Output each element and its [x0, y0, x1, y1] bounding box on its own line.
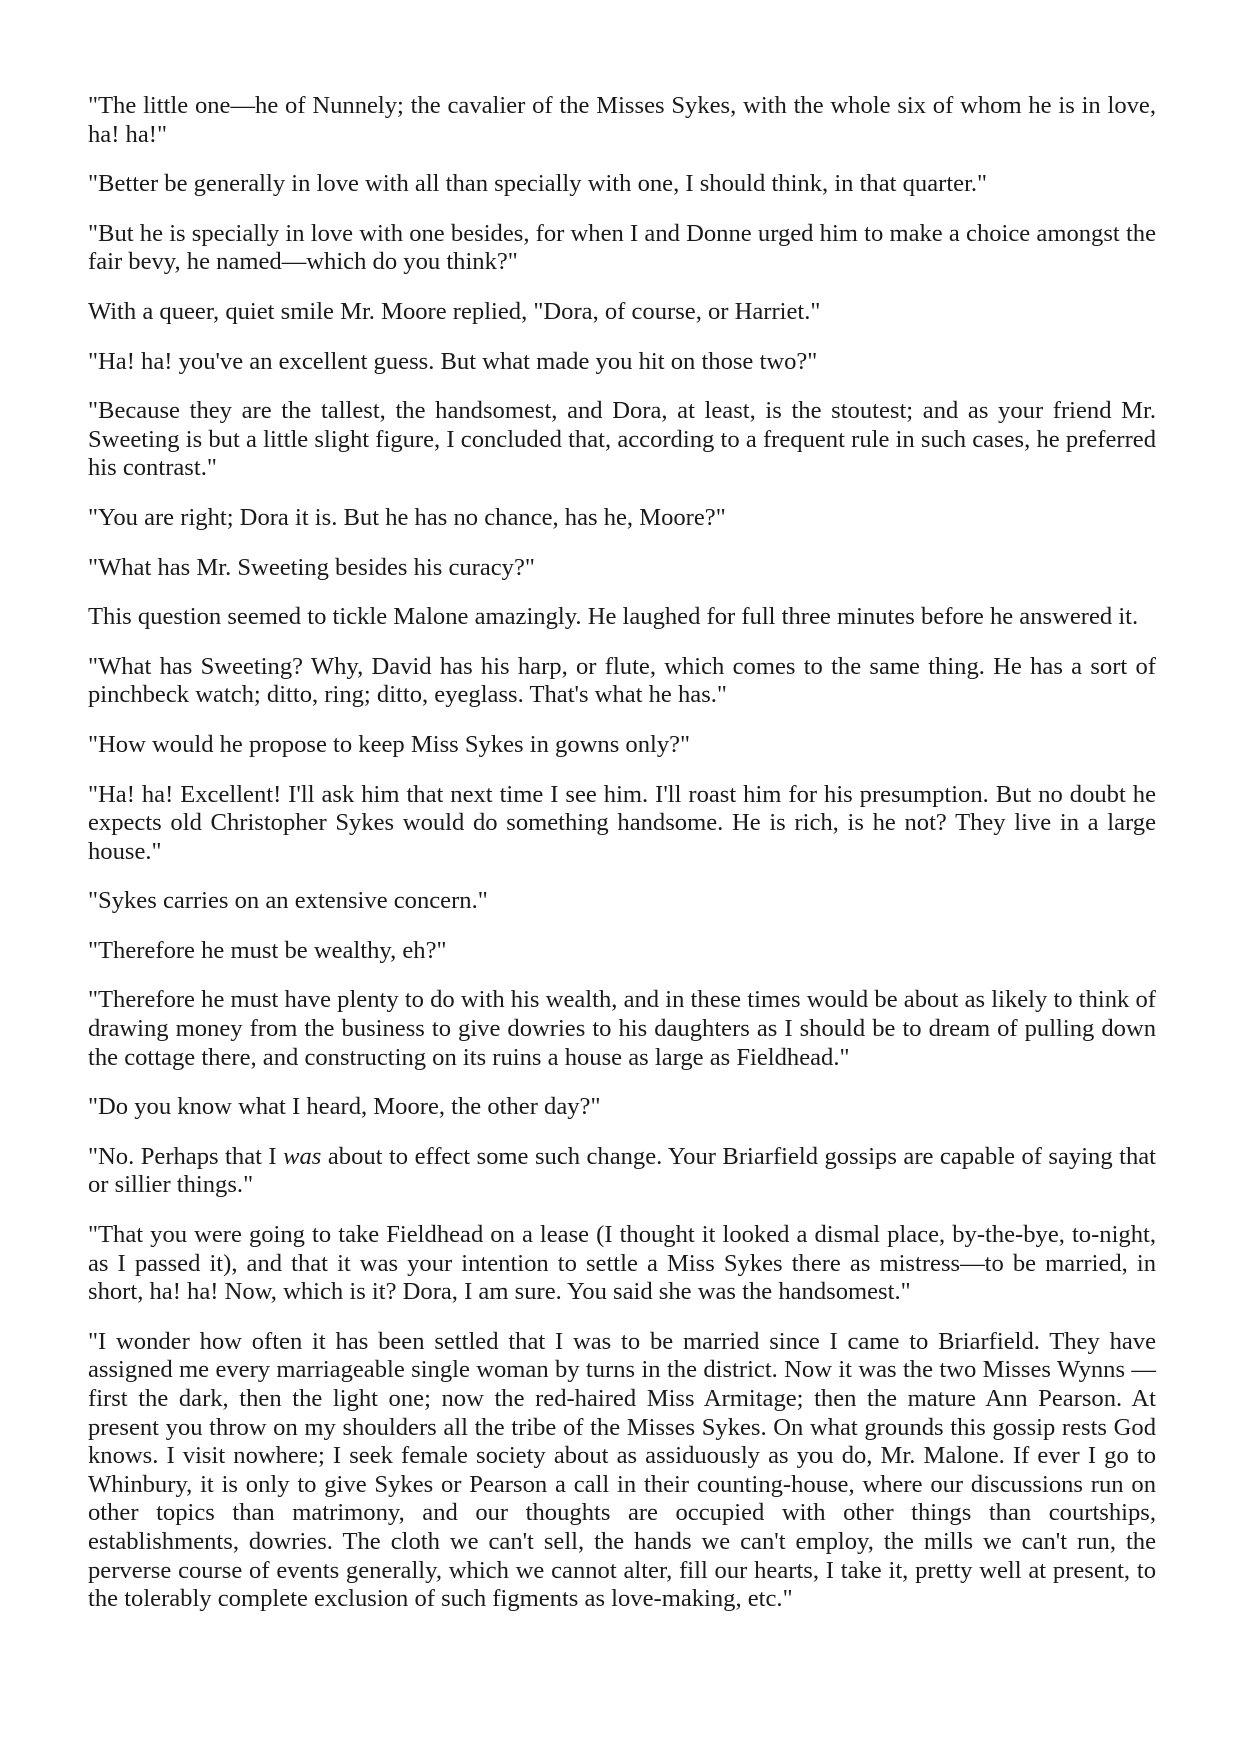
- paragraph-text: about to effect some such change. Your Briarfield gossips are capable of saying that or sillier things.": [88, 1142, 1156, 1199]
- paragraph: "You are right; Dora it is. But he has no chance, has he, Moore?": [88, 503, 726, 531]
- paragraph: "How would he propose to keep Miss Sykes in gowns only?": [88, 730, 691, 758]
- paragraph: "Ha! ha! Excellent! I'll ask him that next time I see him. I'll roast him for his presumption. But no doubt he expects old Christopher Sykes would do something handsome. He is rich, is he not? They live in a large house.": [88, 780, 1156, 865]
- paragraph: This question seemed to tickle Malone amazingly. He laughed for full three minutes before he answered it.: [88, 603, 1139, 631]
- paragraph-text: "No. Perhaps that I: [88, 1142, 284, 1170]
- paragraph: "That you were going to take Fieldhead on a lease (I thought it looked a dismal place, by-the-bye, to-night, as I passed it), and that it was your intention to settle a Miss Sykes there as mistress—to be married, in short, ha! ha! Now, which is it? Dora, I am sure. You said she was the handsomest.": [88, 1221, 1156, 1306]
- paragraph: "Because they are the tallest, the handsomest, and Dora, at least, is the stoutest; and as your friend Mr. Sweeting is but a little slight figure, I concluded that, according to a frequent rule in such cases, he preferred his contrast.": [88, 397, 1156, 482]
- paragraph: "Therefore he must have plenty to do with his wealth, and in these times would be about as likely to think of drawing money from the business to give dowries to his daughters as I should be to dream of pulling down the cottage there, and constructing on its ruins a house as large as Fieldhead.": [88, 986, 1156, 1071]
- paragraph: "Ha! ha! you've an excellent guess. But what made you hit on those two?": [88, 347, 818, 375]
- paragraph: "The little one—he of Nunnely; the cavalier of the Misses Sykes, with the whole six of whom he is in love, ha! ha!": [88, 92, 1156, 148]
- paragraph: With a queer, quiet smile Mr. Moore replied, "Dora, of course, or Harriet.": [88, 297, 821, 325]
- paragraph: "Sykes carries on an extensive concern.": [88, 887, 488, 915]
- paragraph: "What has Sweeting? Why, David has his harp, or flute, which comes to the same thing. He has a sort of pinchbeck watch; ditto, ring; ditto, eyeglass. That's what he has.": [88, 652, 1156, 709]
- italic-emphasis: was: [283, 1142, 322, 1170]
- paragraph: "What has Mr. Sweeting besides his curacy?": [88, 553, 535, 581]
- paragraph: [88, 1143, 1156, 1200]
- paragraph: "But he is specially in love with one besides, for when I and Donne urged him to make a choice amongst the fair bevy, he named—which do you think?": [88, 219, 1156, 276]
- paragraph: "Better be generally in love with all than specially with one, I should think, in that quarter.": [88, 170, 988, 198]
- paragraph: "Therefore he must be wealthy, eh?": [88, 936, 447, 964]
- paragraph: "Do you know what I heard, Moore, the other day?": [88, 1093, 601, 1121]
- paragraph: "I wonder how often it has been settled that I was to be married since I came to Briarfield. They have assigned me every marriageable single woman by turns in the district. Now it was the two Misses Wynns —first the dark, then the light one; now the red-haired Miss Armitage; then the mature Ann Pearson. At present you throw on my shoulders all the tribe of the Misses Sykes. On what grounds this gossip rests God knows. I visit nowhere; I seek female society about as assiduously as you do, Mr. Malone. If ever I go to Whinbury, it is only to give Sykes or Pearson a call in their counting-house, where our discussions run on other topics than matrimony, and our thoughts are occupied with other things than courtships, establishments, dowries. The cloth we can't sell, the hands we can't employ, the mills we can't run, the perverse course of events generally, which we cannot alter, fill our hearts, I take it, pretty well at present, to the tolerably complete exclusion of such figments as love-making, etc.": [88, 1327, 1156, 1613]
- page-body: [88, 92, 1156, 1635]
